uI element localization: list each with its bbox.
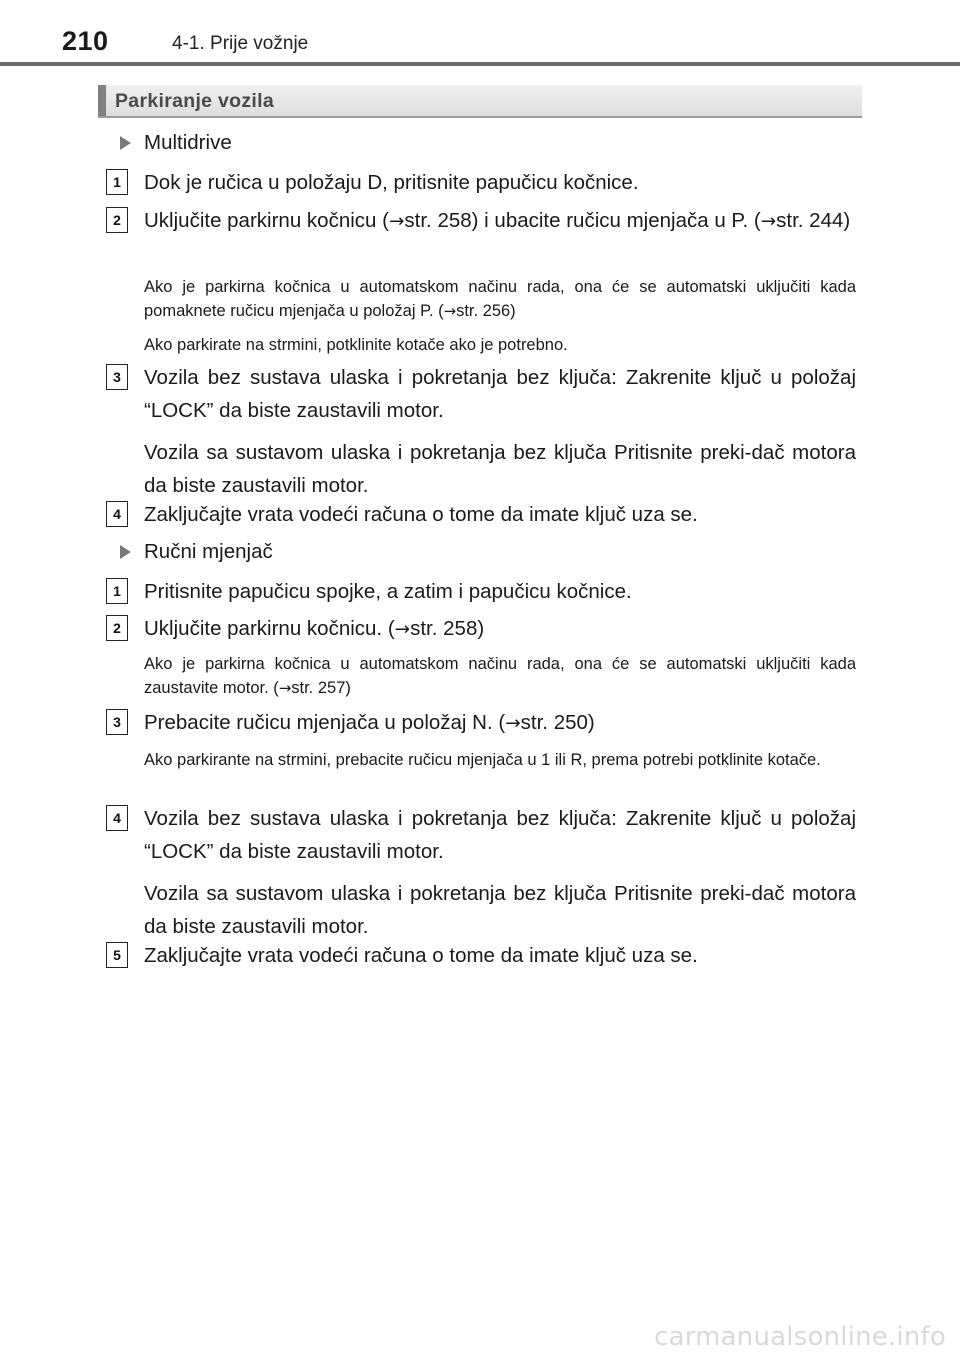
step-text: str. 258) i ubacite ručicu mjenjača u P. ( (404, 209, 761, 232)
note (144, 275, 856, 323)
note-text: Ako parkirate na strmini, potklinite kotače ako je potrebno. (144, 336, 568, 354)
title-accent (98, 85, 106, 116)
note (144, 333, 856, 357)
arrow-right-icon: → (443, 302, 457, 320)
arrow-right-icon: → (394, 619, 411, 640)
step-number-badge: 1 (106, 169, 128, 195)
subheading-text: Multidrive (144, 131, 232, 154)
step-text: Vozila sa sustavom ulaska i pokretanja bez ključa Pritisnite preki-dač motora da biste zaustavili motor. (144, 441, 856, 497)
arrow-right-icon: → (388, 211, 405, 232)
step-4 (113, 802, 856, 943)
header-rule (0, 62, 960, 66)
note-text: str. 256) (456, 302, 516, 320)
step-text: str. 258) (410, 617, 485, 640)
step-number-badge: 2 (106, 207, 128, 233)
step-1 (113, 575, 856, 608)
subheading-multidrive (144, 127, 856, 159)
step-number-badge: 3 (106, 709, 128, 735)
note-text: str. 257) (291, 679, 351, 697)
triangle-bullet-icon (120, 545, 131, 559)
arrow-right-icon: → (278, 679, 292, 697)
arrow-right-icon: → (505, 713, 521, 734)
step-text: Pritisnite papučicu spojke, a zatim i papučicu kočnice. (144, 580, 632, 603)
step-number-badge: 3 (106, 364, 128, 390)
step-text: str. 244) (776, 209, 851, 232)
note-text: Ako parkirante na strmini, prebacite ručicu mjenjača u 1 ili R, prema potrebi potklinite kotače. (144, 751, 821, 769)
note (144, 748, 856, 772)
step-text: Vozila bez sustava ulaska i pokretanja bez ključa: Zakrenite ključ u položaj “LOCK” da biste zaustavili motor. (144, 366, 856, 422)
arrow-right-icon: → (760, 211, 777, 232)
step-text: Dok je ručica u položaju D, pritisnite papučicu kočnice. (144, 171, 639, 194)
triangle-bullet-icon (120, 136, 131, 150)
page-number: 210 (62, 26, 109, 56)
step-4 (113, 498, 856, 531)
page-title: Parkiranje vozila (115, 90, 275, 112)
watermark: carmanualsonline.info (654, 1322, 946, 1352)
step-text: str. 250) (520, 711, 595, 734)
step-text: Vozila bez sustava ulaska i pokretanja bez ključa: Zakrenite ključ u položaj “LOCK” da biste zaustavili motor. (144, 807, 856, 863)
step-number-badge: 2 (106, 615, 128, 641)
step-number-badge: 4 (106, 805, 128, 831)
step-text: Zaključajte vrata vodeći računa o tome da imate ključ uza se. (144, 503, 698, 526)
step-number-badge: 1 (106, 578, 128, 604)
step-number-badge: 5 (106, 942, 128, 968)
step-5 (113, 939, 856, 972)
section-label: 4-1. Prije vožnje (172, 33, 309, 54)
step-2 (113, 204, 856, 238)
step-number-badge: 4 (106, 501, 128, 527)
step-3 (113, 706, 856, 740)
note-text: Ako je parkirna kočnica u automatskom načinu rada, ona će se automatski uključiti kada zaustavite motor. ( (144, 655, 856, 697)
note (144, 652, 856, 700)
subheading-text: Ručni mjenjač (144, 540, 273, 563)
title-bar (98, 85, 862, 118)
note-text: Ako je parkirna kočnica u automatskom načinu rada, ona će se automatski uključiti kada pomaknete ručicu mjenjača u položaj P. ( (144, 278, 856, 320)
step-text: Uključite parkirnu kočnicu ( (144, 209, 389, 232)
subheading-manual (144, 536, 856, 568)
step-text: Vozila sa sustavom ulaska i pokretanja bez ključa Pritisnite preki-dač motora da biste zaustavili motor. (144, 882, 856, 938)
step-3 (113, 361, 856, 502)
step-1 (113, 166, 856, 199)
step-text: Uključite parkirnu kočnicu. ( (144, 617, 395, 640)
step-text: Prebacite ručicu mjenjača u položaj N. ( (144, 711, 506, 734)
step-text: Zaključajte vrata vodeći računa o tome da imate ključ uza se. (144, 944, 698, 967)
step-2 (113, 612, 856, 646)
